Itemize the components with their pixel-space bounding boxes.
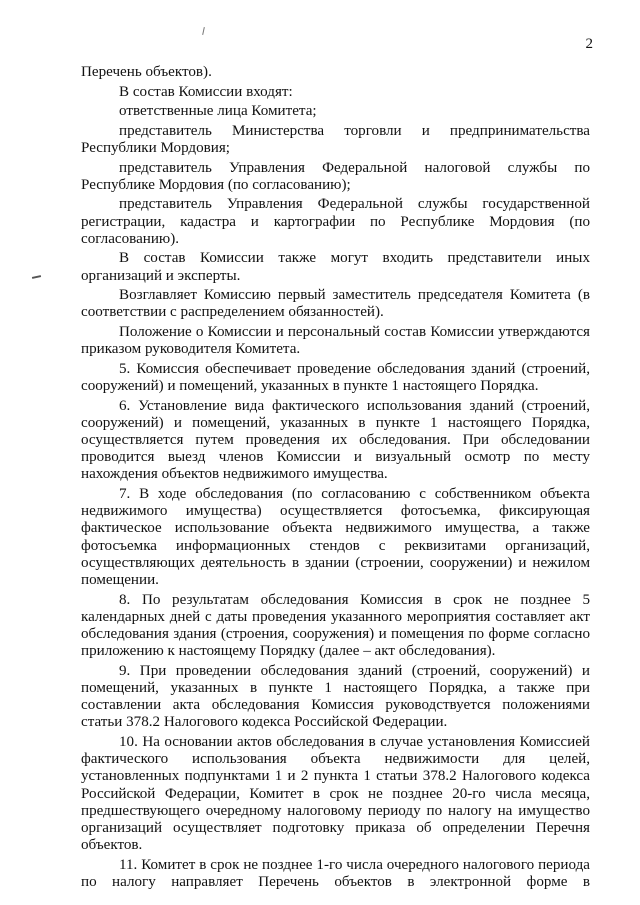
paragraph: 6. Установление вида фактического использования зданий (строений, сооружений) и помещений, указанных в пункте 1 настоящего Порядка, осуществляется путем проведения их обследования. При обследовании проводится выезд членов Комиссии и визуальный осмотр по месту нахождения объектов недвижимого имущества. (81, 397, 590, 483)
paragraph: Положение о Комиссии и персональный состав Комиссии утверждаются приказом руководителя Комитета. (81, 323, 590, 358)
paragraph: 9. При проведении обследования зданий (строений, сооружений) и помещений, указанных в пункте 1 настоящего Порядка, а также при составлении акта обследования Комиссия руководствуется положениями статьи 378.2 Налогового кодекса Российской Федерации. (81, 662, 590, 731)
paragraph: Возглавляет Комиссию первый заместитель председателя Комитета (в соответствии с распределением обязанностей). (81, 287, 590, 321)
paragraph: 5. Комиссия обеспечивает проведение обследования зданий (строений, сооружений) и помещений, указанных в пункте 1 настоящего Порядка. (81, 360, 590, 394)
paragraph: представитель Министерства торговли и предпринимательства Республики Мордовия; (81, 122, 590, 156)
paragraph: 11. Комитет в срок не позднее 1-го числа очередного налогового периода по налогу направляет Перечень объектов в электронной форме в (81, 856, 590, 890)
paragraph: ответственные лица Комитета; (119, 103, 317, 120)
document-body (81, 64, 590, 894)
paragraph: 10. На основании актов обследования в случае установления Комиссией фактического использования объекта недвижимости для целей, установленных подпунктами 1 и 2 пункта 1 статьи 378.2 Налогового кодекса Российской Федерации, Комитет в срок не позднее 20-го числа месяца, предшествующего очередному налоговому периоду по налогу на имущество организаций осуществляет подготовку приказа об определении Перечня объектов. (81, 733, 590, 854)
paragraph: представитель Управления Федеральной службы государственной регистрации, кадастра и картографии по Республике Мордовия (по согласованию). (81, 196, 590, 247)
scan-artifact-mark (32, 275, 41, 279)
scan-artifact-mark (202, 27, 205, 35)
paragraph: В состав Комиссии входят: (119, 83, 293, 100)
paragraph: Перечень объектов). (81, 64, 212, 80)
paragraph: 7. В ходе обследования (по согласованию с собственником объекта недвижимого имущества) осуществляется фотосъемка, фиксирующая фактическое использование объекта недвижимого имущества, а также фотосъемка информационных стендов с реквизитами организаций, осуществляющих деятельность в здании (строении, сооружении) и нежилом помещении. (81, 485, 590, 588)
page-number: 2 (585, 36, 593, 52)
paragraph: 8. По результатам обследования Комиссия в срок не позднее 5 календарных дней с даты проведения указанного мероприятия составляет акт обследования здания (строения, сооружения) и помещения по форме согласно приложению к настоящему Порядку (далее – акт обследования). (81, 591, 590, 660)
paragraph: представитель Управления Федеральной налоговой службы по Республике Мордовия (по согласованию); (81, 159, 590, 193)
paragraph: В состав Комиссии также могут входить представители иных организаций и эксперты. (81, 250, 590, 284)
